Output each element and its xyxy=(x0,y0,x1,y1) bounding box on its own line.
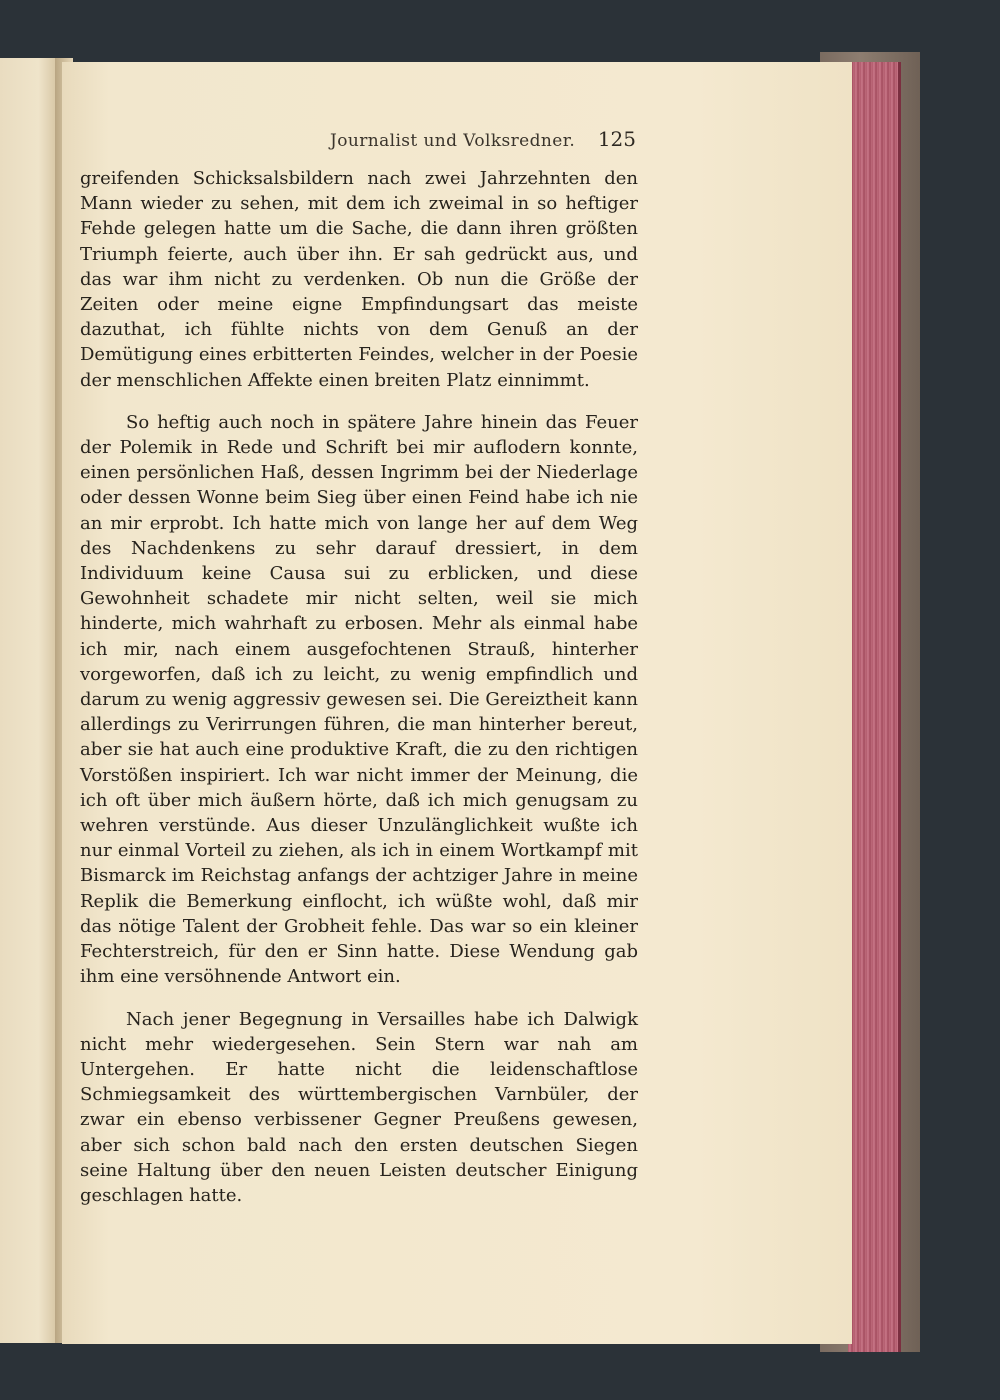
paragraph-1: greifenden Schicksalsbildern nach zwei Jahrzehnten den Mann wieder zu sehen, mit dem ich zweimal in so heftiger Fehde gelegen hatte um die Sache, die dann ihren größten Triumph feierte, auch über ihn. Er sah gedrückt aus, und das war ihm nicht zu verdenken. Ob nun die Größe der Zeiten oder meine eigne Empfindungsart das meiste dazuthat, ich fühlte nichts von dem Genuß an der Demütigung eines erbitterten Feindes, welcher in der Poesie der menschlichen Affekte einen breiten Platz einnimmt. xyxy=(80,168,638,391)
left-page xyxy=(0,58,57,1343)
running-head: Journalist und Volksredner. xyxy=(330,131,576,151)
page-header xyxy=(80,125,636,155)
body-text xyxy=(80,166,638,1208)
page-number: 125 xyxy=(597,127,636,151)
paragraph-3: Nach jener Begegnung in Versailles habe ich Dalwigk nicht mehr wiedergesehen. Sein Stern war nah am Untergehen. Er hatte nicht die leidenschaftlose Schmiegsamkeit des württembergischen Varnbüler, der zwar ein ebenso verbissener Gegner Preußens gewesen, aber sich schon bald nach den ersten deutschen Siegen seine Haltung über den neuen Leisten deutscher Einigung geschlagen hatte. xyxy=(80,1008,638,1206)
paragraph-2: So heftig auch noch in spätere Jahre hinein das Feuer der Polemik in Rede und Schrift bei mir auflodern konnte, einen persönlichen Haß, dessen Ingrimm bei der Niederlage oder dessen Wonne beim Sieg über einen Feind habe ich nie an mir erprobt. Ich hatte mich von lange her auf dem Weg des Nachdenkens zu sehr darauf dressiert, in dem Individuum keine Causa sui zu erblicken, und diese Gewohnheit schadete mir nicht selten, weil sie mich hinderte, mich wahrhaft zu erbosen. Mehr als einmal habe ich mir, nach einem ausgefochtenen Strauß, hinterher vorgeworfen, daß ich zu leicht, zu wenig empfindlich und darum zu wenig aggressiv gewesen sei. Die Gereiztheit kann allerdings zu Verirrungen führen, die man hinterher bereut, aber sie hat auch eine produktive Kraft, die zu den richtigen Vorstößen inspiriert. Ich war nicht immer der Meinung, die ich oft über mich äußern hörte, daß ich mich genugsam zu wehren verstünde. Aus dieser Unzulänglichkeit wußte ich nur einmal Vorteil zu ziehen, als ich in einem Wortkampf mit Bismarck im Reichstag anfangs der achtziger Jahre in meine Replik die Bemerkung einflocht, ich wüßte wohl, daß mir das nötige Talent der Grobheit fehle. Das war so ein kleiner Fechterstreich, für den er Sinn hatte. Diese Wendung gab ihm eine versöhnende Antwort ein. xyxy=(80,411,638,988)
page-edges xyxy=(848,62,901,1352)
